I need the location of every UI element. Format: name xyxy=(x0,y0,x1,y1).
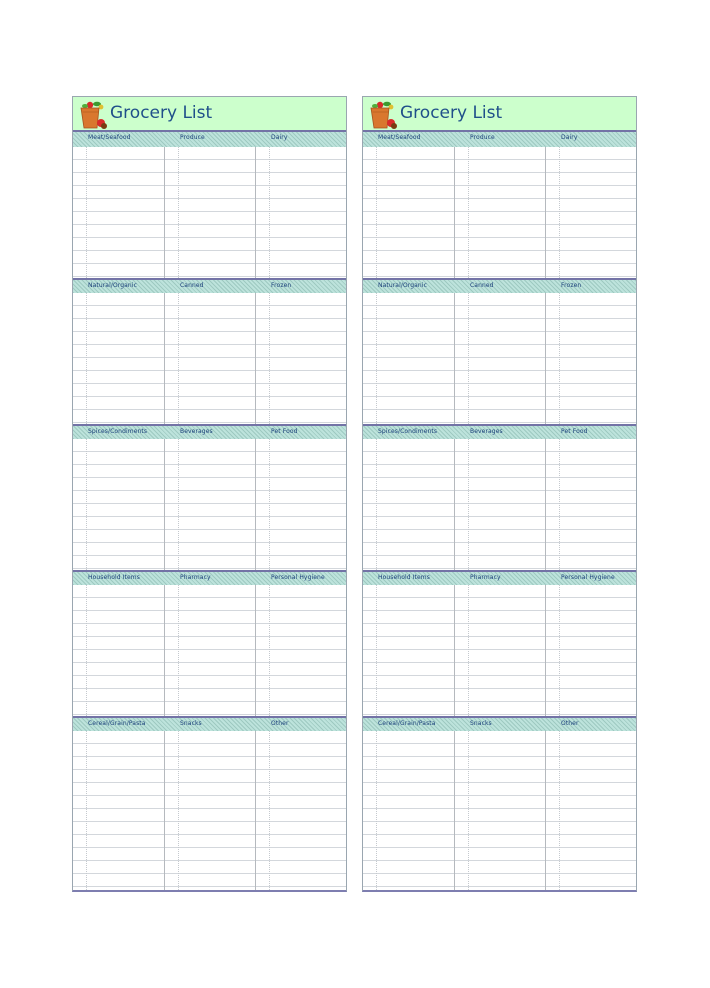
section-3 xyxy=(363,424,636,570)
column-label-cereal-grain-pasta: Cereal/Grain/Pasta xyxy=(378,720,436,727)
entry-rows[interactable] xyxy=(363,293,636,424)
section-4 xyxy=(363,570,636,716)
entry-rows[interactable] xyxy=(73,439,346,570)
panel-title: Grocery List xyxy=(110,103,213,123)
column-label-personal-hygiene: Personal Hygiene xyxy=(561,574,615,581)
entry-rows[interactable] xyxy=(73,293,346,424)
column-label-household-items: Household Items xyxy=(378,574,430,581)
column-label-pet-food: Pet Food xyxy=(271,428,298,435)
column-label-produce: Produce xyxy=(470,134,495,141)
column-label-canned: Canned xyxy=(470,282,494,289)
column-label-pet-food: Pet Food xyxy=(561,428,588,435)
column-label-other: Other xyxy=(271,720,289,727)
title-bar xyxy=(73,97,346,132)
column-label-pharmacy: Pharmacy xyxy=(180,574,211,581)
column-label-frozen: Frozen xyxy=(271,282,292,289)
section-header xyxy=(363,278,636,293)
column-label-beverages: Beverages xyxy=(180,428,213,435)
panel-title: Grocery List xyxy=(400,103,503,123)
section-2 xyxy=(363,278,636,424)
column-label-beverages: Beverages xyxy=(470,428,503,435)
column-label-pharmacy: Pharmacy xyxy=(470,574,501,581)
entry-rows[interactable] xyxy=(363,147,636,278)
column-label-household-items: Household Items xyxy=(88,574,140,581)
section-header xyxy=(363,716,636,731)
section-header xyxy=(73,570,346,585)
column-label-dairy: Dairy xyxy=(561,134,578,141)
column-label-produce: Produce xyxy=(180,134,205,141)
column-label-meat-seafood: Meat/Seafood xyxy=(88,134,131,141)
section-header xyxy=(73,716,346,731)
column-label-other: Other xyxy=(561,720,579,727)
entry-rows[interactable] xyxy=(363,731,636,890)
grocery-bag-icon xyxy=(367,99,399,131)
column-label-spices-condiments: Spices/Condiments xyxy=(378,428,438,435)
entry-rows[interactable] xyxy=(363,585,636,716)
section-header xyxy=(363,570,636,585)
entry-rows[interactable] xyxy=(73,585,346,716)
entry-rows[interactable] xyxy=(363,439,636,570)
column-label-cereal-grain-pasta: Cereal/Grain/Pasta xyxy=(88,720,146,727)
entry-rows[interactable] xyxy=(73,147,346,278)
section-4 xyxy=(73,570,346,716)
section-header xyxy=(73,424,346,439)
section-5 xyxy=(363,716,636,890)
entry-rows[interactable] xyxy=(73,731,346,890)
section-2 xyxy=(73,278,346,424)
section-header xyxy=(73,278,346,293)
section-header xyxy=(363,132,636,147)
grocery-bag-icon xyxy=(77,99,109,131)
column-label-natural-organic: Natural/Organic xyxy=(88,282,137,289)
title-bar xyxy=(363,97,636,132)
section-header xyxy=(363,424,636,439)
section-header xyxy=(73,132,346,147)
column-label-spices-condiments: Spices/Condiments xyxy=(88,428,148,435)
column-label-snacks: Snacks xyxy=(180,720,202,727)
column-label-dairy: Dairy xyxy=(271,134,288,141)
section-3 xyxy=(73,424,346,570)
column-label-snacks: Snacks xyxy=(470,720,492,727)
column-label-personal-hygiene: Personal Hygiene xyxy=(271,574,325,581)
grocery-list-panel-right xyxy=(362,96,637,892)
section-1 xyxy=(363,132,636,278)
section-5 xyxy=(73,716,346,890)
column-label-natural-organic: Natural/Organic xyxy=(378,282,427,289)
grocery-list-panel-left xyxy=(72,96,347,892)
column-label-frozen: Frozen xyxy=(561,282,582,289)
column-label-canned: Canned xyxy=(180,282,204,289)
column-label-meat-seafood: Meat/Seafood xyxy=(378,134,421,141)
section-1 xyxy=(73,132,346,278)
